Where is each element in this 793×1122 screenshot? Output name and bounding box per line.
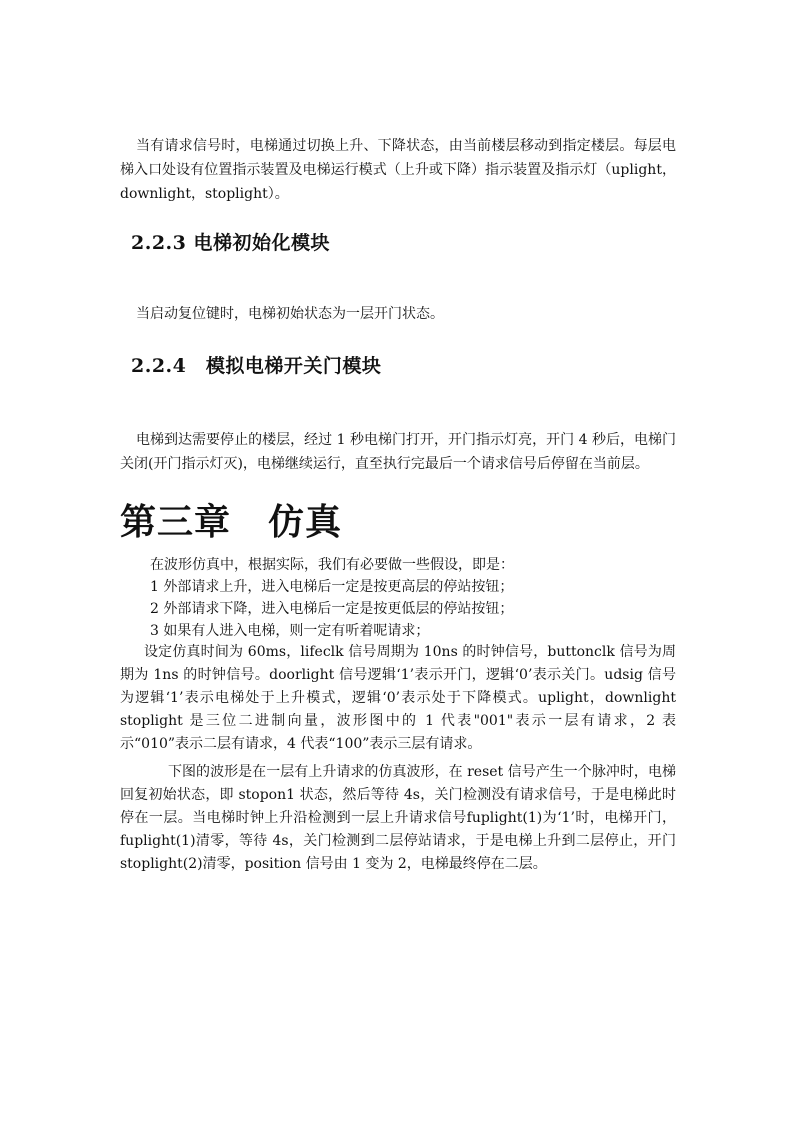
paragraph-2-2-4: 电梯到达需要停止的楼层，经过 1 秒电梯门打开，开门指示灯亮，开门 4 秒后，电梯门关闭(开门指示灯灭)，电梯继续运行，直至执行完最后一个请求信号后停留在当前层。 [120, 432, 676, 472]
section-heading-2-2-3: 2.2.3 电梯初始化模块 [131, 232, 331, 254]
paragraph-2-2-3: 当启动复位键时，电梯初始状态为一层开门状态。 [136, 306, 444, 322]
section-heading-2-2-4: 2.2.4 模拟电梯开关门模块 [131, 355, 382, 377]
waveform-description-paragraph: 下图的波形是在一层有上升请求的仿真波形，在 reset 信号产生一个脉冲时，电梯回复初始状态，即 stopon1 状态，然后等待 4s，关门检测没有请求信号，于是电梯此时停在一层。当电梯时钟上升沿检测到一层上升请求信号fuplight(1)为‘1’时，电梯开门，fuplight(1)清零，等待 4s，关门检测到二层停站请求，于是电梯上升到二层停止，开门 stoplight(2)清零，position 信号由 1 变为 2，电梯最终停在二层。 [120, 764, 676, 872]
intro-paragraph: 当有请求信号时，电梯通过切换上升、下降状态，由当前楼层移动到指定楼层。每层电梯入口处设有位置指示装置及电梯运行模式（上升或下降）指示装置及指示灯（uplight，downlight，stoplight）。 [120, 138, 676, 202]
chapter-title: 第三章 仿真 [120, 501, 343, 543]
assumption-item-3: 3 如果有人进入电梯，则一定有听着呢请求； [150, 623, 430, 639]
assumption-item-2: 2 外部请求下降，进入电梯后一定是按更低层的停站按钮； [150, 601, 514, 617]
assumption-intro: 在波形仿真中，根据实际，我们有必要做一些假设，即是： [150, 557, 514, 573]
simulation-setup-paragraph: 设定仿真时间为 60ms，lifeclk 信号周期为 10ns 的时钟信号，buttonclk 信号为周期为 1ns 的时钟信号。doorlight 信号逻辑‘1’表示开门，逻辑‘0’表示关门。udsig 信号为逻辑‘1’表示电梯处于上升模式，逻辑‘0’表示处于下降模式。uplight，downlight stoplight 是三位二进制向量，波形图中的 1 代表"001"表示一层有请求，2 表示“010”表示二层有请求，4 代表“100”表示三层有请求。 [120, 644, 676, 752]
assumption-item-1: 1 外部请求上升，进入电梯后一定是按更高层的停站按钮； [150, 579, 514, 595]
